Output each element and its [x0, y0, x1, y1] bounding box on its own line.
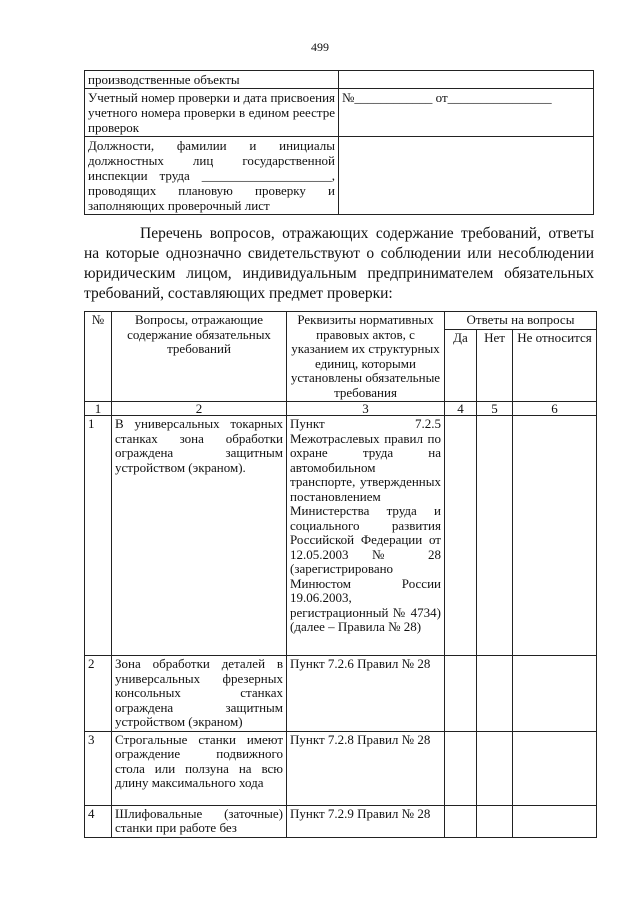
header-no: Нет: [477, 330, 513, 402]
registration-number-label: Учетный номер проверки и дата присвоения учетного номера проверки в едином реестре проверок: [88, 90, 335, 135]
question-text: Зона обработки деталей в универсальных фрезерных консольных станках ограждена защитным устройством (экраном): [112, 656, 287, 732]
label-cell: [85, 71, 339, 89]
label-cell: [85, 137, 339, 215]
header-na: Не относится: [513, 330, 597, 402]
row-number: 2: [85, 656, 112, 732]
table-row: [85, 71, 594, 89]
requisites-text: Пункт 7.2.9 Правил № 28: [287, 805, 445, 837]
column-number: 3: [287, 402, 445, 416]
answer-no-cell[interactable]: [477, 656, 513, 732]
table-row: [85, 656, 597, 732]
table-row: [85, 89, 594, 137]
page-number: 499: [311, 40, 329, 54]
column-number: 1: [85, 402, 112, 416]
answer-no-cell[interactable]: [477, 805, 513, 837]
column-number-row: [85, 402, 597, 416]
value-cell[interactable]: [339, 89, 594, 137]
row-number: 3: [85, 731, 112, 805]
row-number: 4: [85, 805, 112, 837]
intro-paragraph: Перечень вопросов, отражающих содержание требований, ответы на которые однозначно свидетельствуют о соблюдении или несоблюдении юридическим лицом, индивидуальным предпринимателем обязательных требований, составляющих предмет проверки:: [84, 225, 594, 302]
answer-na-cell[interactable]: [513, 656, 597, 732]
header-requisites: Реквизиты нормативных правовых актов, с указанием их структурных единиц, которыми установлены обязательные требования: [287, 312, 445, 402]
column-number: 4: [445, 402, 477, 416]
table-row: [85, 805, 597, 837]
answer-yes-cell[interactable]: [445, 416, 477, 656]
objects-label: производственные объекты: [88, 72, 240, 87]
requisites-text: Пункт 7.2.8 Правил № 28: [287, 731, 445, 805]
answer-no-cell[interactable]: [477, 416, 513, 656]
answer-yes-cell[interactable]: [445, 731, 477, 805]
registration-number-field[interactable]: №____________ от________________: [342, 90, 552, 105]
question-text: Строгальные станки имеют ограждение подвижного стола или ползуна на всю длину максимального хода: [112, 731, 287, 805]
question-text: В универсальных токарных станках зона обработки ограждена защитным устройством (экраном).: [112, 416, 287, 656]
checklist-table: [84, 311, 597, 838]
header-num: №: [85, 312, 112, 402]
answer-na-cell[interactable]: [513, 416, 597, 656]
inspectors-label: Должности, фамилии и инициалы должностных лиц государственной инспекции труда ____________________, проводящих плановую проверку и заполняющих проверочный лист: [88, 138, 335, 213]
header-row: [85, 312, 597, 330]
question-text: Шлифовальные (заточные) станки при работе без: [112, 805, 287, 837]
table-row: [85, 137, 594, 215]
column-number: 6: [513, 402, 597, 416]
label-cell: [85, 89, 339, 137]
answer-na-cell[interactable]: [513, 805, 597, 837]
answer-yes-cell[interactable]: [445, 656, 477, 732]
answer-yes-cell[interactable]: [445, 805, 477, 837]
requisites-text: Пункт 7.2.5 Межотраслевых правил по охране труда на автомобильном транспорте, утвержденных постановлением Министерства труда и социального развития Российской Федерации от 12.05.2003 № 28 (зарегистрировано Минюстом России 19.06.2003, регистрационный № 4734) (далее – Правила № 28): [287, 416, 445, 656]
header-yes: Да: [445, 330, 477, 402]
answer-no-cell[interactable]: [477, 731, 513, 805]
header-answers: Ответы на вопросы: [445, 312, 597, 330]
column-number: 2: [112, 402, 287, 416]
requisites-text: Пункт 7.2.6 Правил № 28: [287, 656, 445, 732]
table-row: [85, 416, 597, 656]
value-cell[interactable]: [339, 137, 594, 215]
row-number: 1: [85, 416, 112, 656]
inspection-info-table: [84, 70, 594, 215]
value-cell[interactable]: [339, 71, 594, 89]
column-number: 5: [477, 402, 513, 416]
header-question: Вопросы, отражающие содержание обязательных требований: [112, 312, 287, 402]
answer-na-cell[interactable]: [513, 731, 597, 805]
table-row: [85, 731, 597, 805]
